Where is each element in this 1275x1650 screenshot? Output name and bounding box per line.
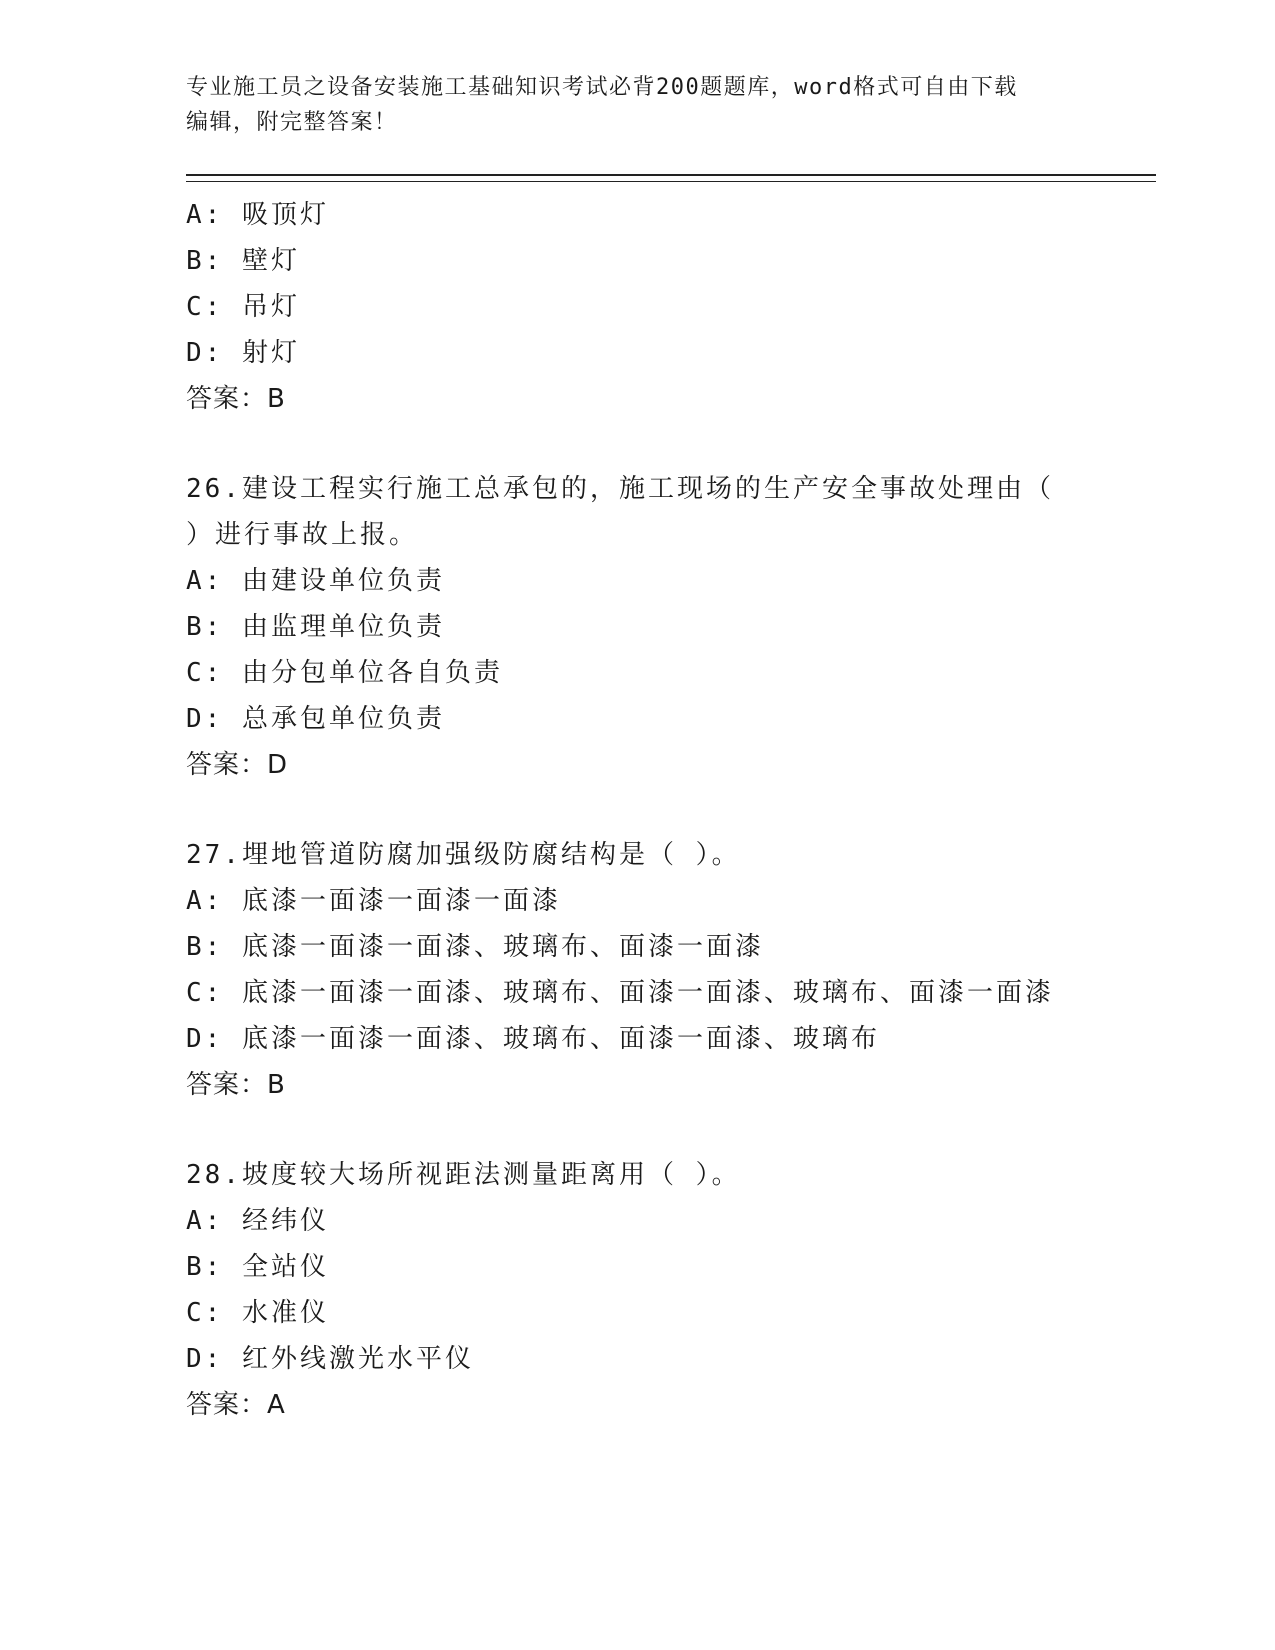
answer: 答案：B bbox=[186, 384, 286, 414]
option-c: C: 水准仪 bbox=[186, 1298, 329, 1328]
question-stem-line-2: ）进行事故上报。 bbox=[186, 520, 419, 550]
option-b: B: 由监理单位负责 bbox=[186, 612, 445, 642]
answer: 答案：B bbox=[186, 1070, 286, 1100]
option-d: D: 总承包单位负责 bbox=[186, 704, 445, 734]
header-line-1: 专业施工员之设备安装施工基础知识考试必背200题题库，word格式可自由下载 bbox=[186, 75, 1018, 100]
question-stem: 28.坡度较大场所视距法测量距离用（ ）。 bbox=[186, 1160, 741, 1190]
question-26 bbox=[186, 466, 1156, 788]
question-stem-line-1: 26.建设工程实行施工总承包的，施工现场的生产安全事故处理由（ bbox=[186, 474, 1054, 504]
option-d: D: 底漆一面漆一面漆、玻璃布、面漆一面漆、玻璃布 bbox=[186, 1024, 880, 1054]
option-c: C: 底漆一面漆一面漆、玻璃布、面漆一面漆、玻璃布、面漆一面漆 bbox=[186, 978, 1054, 1008]
option-b: B: 全站仪 bbox=[186, 1252, 329, 1282]
document-header bbox=[186, 70, 1156, 140]
option-d: D: 射灯 bbox=[186, 338, 300, 368]
option-a: A: 底漆一面漆一面漆一面漆 bbox=[186, 886, 561, 916]
option-c: C: 由分包单位各自负责 bbox=[186, 658, 503, 688]
question-stem: 27.埋地管道防腐加强级防腐结构是（ ）。 bbox=[186, 840, 741, 870]
question-25 bbox=[186, 192, 1156, 422]
option-a: A: 由建设单位负责 bbox=[186, 566, 445, 596]
header-line-2: 编辑，附完整答案！ bbox=[186, 110, 398, 135]
answer: 答案：A bbox=[186, 1390, 286, 1420]
answer: 答案：D bbox=[186, 750, 289, 780]
option-b: B: 底漆一面漆一面漆、玻璃布、面漆一面漆 bbox=[186, 932, 764, 962]
question-28 bbox=[186, 1152, 1156, 1428]
question-27 bbox=[186, 832, 1156, 1108]
option-d: D: 红外线激光水平仪 bbox=[186, 1344, 474, 1374]
option-c: C: 吊灯 bbox=[186, 292, 300, 322]
option-b: B: 壁灯 bbox=[186, 246, 300, 276]
option-a: A: 吸顶灯 bbox=[186, 200, 329, 230]
document-page bbox=[186, 70, 1156, 1428]
option-a: A: 经纬仪 bbox=[186, 1206, 329, 1236]
header-divider bbox=[186, 174, 1156, 182]
